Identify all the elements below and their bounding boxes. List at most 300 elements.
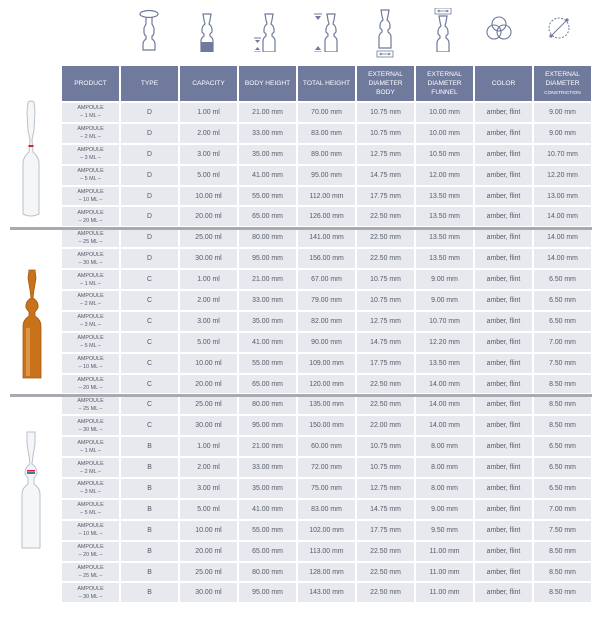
- cell-type: B: [121, 521, 178, 540]
- cell-type: B: [121, 542, 178, 561]
- cell-body-height: 65.00 mm: [239, 375, 296, 394]
- cell-ext-body: 10.75 mm: [357, 124, 414, 143]
- cell-color: amber, flint: [475, 291, 532, 310]
- cell-total-height: 150.00 mm: [298, 416, 355, 435]
- header-external-diameter-funnel: EXTERNAL DIAMETER FUNNEL: [416, 66, 473, 101]
- cell-ext-body: 10.75 mm: [357, 458, 414, 477]
- product-volume: – 10 ML –: [78, 364, 103, 371]
- product-name: AMPOULE: [77, 377, 104, 384]
- cell-ext-constriction: 14.00 mm: [534, 249, 591, 268]
- table-row: [62, 103, 591, 122]
- cell-ext-funnel: 13.50 mm: [416, 207, 473, 226]
- cell-ext-funnel: 8.00 mm: [416, 458, 473, 477]
- cell-product: [62, 416, 119, 435]
- cell-total-height: 109.00 mm: [298, 354, 355, 373]
- color-icon: [482, 8, 516, 52]
- cell-type: C: [121, 354, 178, 373]
- cell-product: [62, 354, 119, 373]
- cell-color: amber, flint: [475, 270, 532, 289]
- cell-capacity: 3.00 ml: [180, 312, 237, 331]
- cell-ext-body: 22.50 mm: [357, 207, 414, 226]
- cell-color: amber, flint: [475, 145, 532, 164]
- cell-ext-constriction: 8.50 mm: [534, 375, 591, 394]
- cell-ext-funnel: 13.50 mm: [416, 228, 473, 247]
- cell-product: [62, 145, 119, 164]
- cell-total-height: 83.00 mm: [298, 500, 355, 519]
- cell-body-height: 80.00 mm: [239, 395, 296, 414]
- cell-capacity: 25.00 ml: [180, 395, 237, 414]
- cell-ext-funnel: 14.00 mm: [416, 416, 473, 435]
- cell-color: amber, flint: [475, 249, 532, 268]
- cell-ext-body: 22.50 mm: [357, 583, 414, 602]
- cell-type: C: [121, 270, 178, 289]
- cell-ext-constriction: 6.50 mm: [534, 312, 591, 331]
- product-volume: – 5 ML –: [80, 510, 101, 517]
- cell-ext-funnel: 12.00 mm: [416, 166, 473, 185]
- cell-type: D: [121, 145, 178, 164]
- header-body-height: BODY HEIGHT: [239, 66, 296, 101]
- cell-body-height: 41.00 mm: [239, 500, 296, 519]
- type-icon: [134, 8, 164, 52]
- product-volume: – 30 ML –: [78, 593, 103, 600]
- cell-ext-body: 22.50 mm: [357, 249, 414, 268]
- cell-capacity: 10.00 ml: [180, 354, 237, 373]
- cell-color: amber, flint: [475, 563, 532, 582]
- cell-ext-body: 10.75 mm: [357, 103, 414, 122]
- cell-ext-body: 12.75 mm: [357, 145, 414, 164]
- cell-ext-body: 22.00 mm: [357, 416, 414, 435]
- cell-capacity: 10.00 ml: [180, 521, 237, 540]
- cell-color: amber, flint: [475, 124, 532, 143]
- cell-ext-funnel: 13.50 mm: [416, 249, 473, 268]
- cell-color: amber, flint: [475, 312, 532, 331]
- cell-capacity: 3.00 ml: [180, 479, 237, 498]
- cell-color: amber, flint: [475, 166, 532, 185]
- cell-ext-constriction: 9.00 mm: [534, 103, 591, 122]
- product-name: AMPOULE: [77, 272, 104, 279]
- cell-total-height: 102.00 mm: [298, 521, 355, 540]
- cell-body-height: 35.00 mm: [239, 145, 296, 164]
- table-row: [62, 249, 591, 268]
- product-name: AMPOULE: [77, 397, 104, 404]
- table-row: [62, 437, 591, 456]
- product-name: AMPOULE: [77, 460, 104, 467]
- cell-ext-constriction: 7.00 mm: [534, 500, 591, 519]
- cell-total-height: 112.00 mm: [298, 187, 355, 206]
- cell-body-height: 21.00 mm: [239, 437, 296, 456]
- table-row: [62, 145, 591, 164]
- cell-ext-funnel: 10.00 mm: [416, 124, 473, 143]
- cell-total-height: 75.00 mm: [298, 479, 355, 498]
- cell-ext-constriction: 14.00 mm: [534, 207, 591, 226]
- cell-ext-funnel: 11.00 mm: [416, 563, 473, 582]
- cell-capacity: 30.00 ml: [180, 249, 237, 268]
- cell-body-height: 41.00 mm: [239, 333, 296, 352]
- cell-capacity: 20.00 ml: [180, 207, 237, 226]
- cell-type: D: [121, 228, 178, 247]
- cell-product: [62, 563, 119, 582]
- cell-total-height: 113.00 mm: [298, 542, 355, 561]
- cell-ext-funnel: 10.00 mm: [416, 103, 473, 122]
- table-row: [62, 207, 591, 226]
- table-row: [62, 228, 591, 247]
- product-name: AMPOULE: [77, 418, 104, 425]
- product-volume: – 3 ML –: [80, 155, 101, 162]
- cell-capacity: 2.00 ml: [180, 124, 237, 143]
- external-diameter-constriction-icon: [542, 8, 576, 52]
- header-external-diameter-constriction: EXTERNAL DIAMETER CONSTRICTION: [534, 66, 591, 101]
- cell-color: amber, flint: [475, 103, 532, 122]
- cell-ext-body: 17.75 mm: [357, 354, 414, 373]
- cell-capacity: 20.00 ml: [180, 375, 237, 394]
- cell-product: [62, 249, 119, 268]
- cell-body-height: 55.00 mm: [239, 354, 296, 373]
- cell-total-height: 95.00 mm: [298, 166, 355, 185]
- product-volume: – 25 ML –: [78, 405, 103, 412]
- cell-total-height: 156.00 mm: [298, 249, 355, 268]
- cell-total-height: 143.00 mm: [298, 583, 355, 602]
- product-name: AMPOULE: [77, 502, 104, 509]
- cell-body-height: 35.00 mm: [239, 479, 296, 498]
- table-row: [62, 395, 591, 414]
- cell-body-height: 21.00 mm: [239, 103, 296, 122]
- product-name: AMPOULE: [77, 209, 104, 216]
- cell-ext-funnel: 8.00 mm: [416, 437, 473, 456]
- table-row: [62, 479, 591, 498]
- cell-color: amber, flint: [475, 187, 532, 206]
- table-row: [62, 416, 591, 435]
- cell-type: C: [121, 375, 178, 394]
- cell-product: [62, 500, 119, 519]
- cell-type: D: [121, 124, 178, 143]
- header-type: TYPE: [121, 66, 178, 101]
- product-volume: – 1 ML –: [80, 113, 101, 120]
- ampoule-spec-table: [60, 64, 593, 604]
- cell-ext-constriction: 14.00 mm: [534, 228, 591, 247]
- product-name: AMPOULE: [77, 585, 104, 592]
- cell-capacity: 3.00 ml: [180, 145, 237, 164]
- cell-capacity: 1.00 ml: [180, 103, 237, 122]
- cell-type: B: [121, 458, 178, 477]
- cell-ext-constriction: 6.50 mm: [534, 437, 591, 456]
- cell-capacity: 30.00 ml: [180, 583, 237, 602]
- product-name: AMPOULE: [77, 439, 104, 446]
- cell-product: [62, 521, 119, 540]
- product-name: AMPOULE: [77, 168, 104, 175]
- cell-ext-body: 10.75 mm: [357, 270, 414, 289]
- cell-capacity: 25.00 ml: [180, 228, 237, 247]
- cell-ext-constriction: 8.50 mm: [534, 583, 591, 602]
- cell-body-height: 65.00 mm: [239, 207, 296, 226]
- cell-color: amber, flint: [475, 207, 532, 226]
- cell-body-height: 55.00 mm: [239, 521, 296, 540]
- table-row: [62, 291, 591, 310]
- cell-ext-body: 17.75 mm: [357, 521, 414, 540]
- cell-ext-funnel: 9.50 mm: [416, 521, 473, 540]
- product-name: AMPOULE: [77, 544, 104, 551]
- cell-ext-funnel: 10.50 mm: [416, 145, 473, 164]
- cell-type: B: [121, 479, 178, 498]
- cell-product: [62, 187, 119, 206]
- cell-ext-constriction: 6.50 mm: [534, 270, 591, 289]
- product-name: AMPOULE: [77, 523, 104, 530]
- cell-ext-body: 17.75 mm: [357, 187, 414, 206]
- header-icons-row: [120, 8, 586, 64]
- cell-ext-constriction: 13.00 mm: [534, 187, 591, 206]
- table-row: [62, 521, 591, 540]
- product-volume: – 2 ML –: [80, 301, 101, 308]
- cell-total-height: 83.00 mm: [298, 124, 355, 143]
- header-external-diameter-body: EXTERNAL DIAMETER BODY: [357, 66, 414, 101]
- header-capacity: CAPACITY: [180, 66, 237, 101]
- table-row: [62, 563, 591, 582]
- section-divider: [10, 227, 592, 230]
- cell-ext-constriction: 6.50 mm: [534, 291, 591, 310]
- cell-ext-constriction: 8.50 mm: [534, 563, 591, 582]
- ampoule-type-d-image: [18, 100, 44, 218]
- cell-type: C: [121, 291, 178, 310]
- product-name: AMPOULE: [77, 147, 104, 154]
- cell-capacity: 25.00 ml: [180, 563, 237, 582]
- product-name: AMPOULE: [77, 189, 104, 195]
- product-volume: – 5 ML –: [80, 176, 101, 183]
- product-name: AMPOULE: [77, 314, 104, 321]
- cell-capacity: 20.00 ml: [180, 542, 237, 561]
- cell-body-height: 41.00 mm: [239, 166, 296, 185]
- cell-body-height: 33.00 mm: [239, 291, 296, 310]
- cell-ext-body: 22.50 mm: [357, 395, 414, 414]
- cell-ext-body: 22.50 mm: [357, 542, 414, 561]
- product-volume: – 3 ML –: [80, 489, 101, 496]
- product-volume: – 30 ML –: [78, 426, 103, 433]
- cell-ext-body: 12.75 mm: [357, 479, 414, 498]
- cell-ext-constriction: 9.00 mm: [534, 124, 591, 143]
- table-row: [62, 542, 591, 561]
- product-volume: – 1 ML –: [80, 447, 101, 454]
- cell-total-height: 128.00 mm: [298, 563, 355, 582]
- product-name: AMPOULE: [77, 230, 104, 237]
- cell-type: C: [121, 395, 178, 414]
- product-volume: – 30 ML –: [78, 259, 103, 266]
- cell-total-height: 141.00 mm: [298, 228, 355, 247]
- table-row: [62, 333, 591, 352]
- cell-color: amber, flint: [475, 354, 532, 373]
- cell-product: [62, 166, 119, 185]
- cell-color: amber, flint: [475, 542, 532, 561]
- product-volume: – 25 ML –: [78, 238, 103, 245]
- cell-color: amber, flint: [475, 228, 532, 247]
- cell-capacity: 5.00 ml: [180, 333, 237, 352]
- cell-color: amber, flint: [475, 521, 532, 540]
- cell-color: amber, flint: [475, 395, 532, 414]
- cell-total-height: 89.00 mm: [298, 145, 355, 164]
- cell-body-height: 21.00 mm: [239, 270, 296, 289]
- cell-ext-funnel: 9.00 mm: [416, 270, 473, 289]
- cell-capacity: 2.00 ml: [180, 291, 237, 310]
- ampoule-type-c-image: [20, 268, 44, 380]
- cell-ext-constriction: 12.20 mm: [534, 166, 591, 185]
- header-color: COLOR: [475, 66, 532, 101]
- cell-product: [62, 207, 119, 226]
- product-volume: – 20 ML –: [78, 217, 103, 224]
- cell-product: [62, 228, 119, 247]
- product-volume: – 5 ML –: [80, 343, 101, 350]
- cell-color: amber, flint: [475, 583, 532, 602]
- cell-type: C: [121, 333, 178, 352]
- table-row: [62, 187, 591, 206]
- cell-ext-body: 22.50 mm: [357, 375, 414, 394]
- external-diameter-body-icon: [368, 8, 402, 58]
- product-volume: – 20 ML –: [78, 552, 103, 559]
- cell-body-height: 35.00 mm: [239, 312, 296, 331]
- cell-ext-constriction: 6.50 mm: [534, 458, 591, 477]
- cell-ext-body: 12.75 mm: [357, 312, 414, 331]
- product-volume: – 1 ML –: [80, 280, 101, 287]
- product-name: AMPOULE: [77, 105, 104, 112]
- cell-ext-constriction: 7.00 mm: [534, 333, 591, 352]
- cell-ext-body: 10.75 mm: [357, 291, 414, 310]
- cell-type: C: [121, 312, 178, 331]
- cell-total-height: 126.00 mm: [298, 207, 355, 226]
- cell-ext-body: 14.75 mm: [357, 500, 414, 519]
- cell-color: amber, flint: [475, 500, 532, 519]
- table-row: [62, 354, 591, 373]
- cell-total-height: 120.00 mm: [298, 375, 355, 394]
- cell-ext-body: 14.75 mm: [357, 166, 414, 185]
- table-row: [62, 312, 591, 331]
- cell-color: amber, flint: [475, 479, 532, 498]
- cell-body-height: 65.00 mm: [239, 542, 296, 561]
- cell-type: B: [121, 583, 178, 602]
- cell-capacity: 5.00 ml: [180, 166, 237, 185]
- cell-type: B: [121, 500, 178, 519]
- cell-ext-constriction: 6.50 mm: [534, 479, 591, 498]
- table-row: [62, 124, 591, 143]
- product-name: AMPOULE: [77, 335, 104, 342]
- cell-total-height: 82.00 mm: [298, 312, 355, 331]
- cell-capacity: 2.00 ml: [180, 458, 237, 477]
- product-name: AMPOULE: [77, 565, 104, 572]
- cell-ext-constriction: 7.50 mm: [534, 354, 591, 373]
- cell-ext-funnel: 13.50 mm: [416, 187, 473, 206]
- cell-ext-funnel: 14.00 mm: [416, 395, 473, 414]
- cell-color: amber, flint: [475, 458, 532, 477]
- cell-product: [62, 103, 119, 122]
- cell-type: B: [121, 437, 178, 456]
- product-volume: – 3 ML –: [80, 322, 101, 329]
- cell-body-height: 33.00 mm: [239, 124, 296, 143]
- cell-product: [62, 437, 119, 456]
- cell-ext-body: 22.50 mm: [357, 563, 414, 582]
- cell-body-height: 80.00 mm: [239, 563, 296, 582]
- cell-total-height: 79.00 mm: [298, 291, 355, 310]
- cell-body-height: 33.00 mm: [239, 458, 296, 477]
- cell-ext-funnel: 12.20 mm: [416, 333, 473, 352]
- cell-ext-funnel: 10.70 mm: [416, 312, 473, 331]
- external-diameter-funnel-icon: [426, 8, 460, 52]
- cell-product: [62, 542, 119, 561]
- cell-type: C: [121, 416, 178, 435]
- product-name: AMPOULE: [77, 481, 104, 488]
- cell-capacity: 1.00 ml: [180, 270, 237, 289]
- cell-product: [62, 395, 119, 414]
- cell-product: [62, 375, 119, 394]
- header-product: PRODUCT: [62, 66, 119, 101]
- cell-body-height: 55.00 mm: [239, 187, 296, 206]
- cell-body-height: 95.00 mm: [239, 249, 296, 268]
- cell-ext-body: 14.75 mm: [357, 333, 414, 352]
- cell-product: [62, 458, 119, 477]
- cell-body-height: 80.00 mm: [239, 228, 296, 247]
- cell-ext-constriction: 10.70 mm: [534, 145, 591, 164]
- cell-type: D: [121, 187, 178, 206]
- product-name: AMPOULE: [77, 356, 104, 363]
- cell-type: D: [121, 166, 178, 185]
- cell-capacity: 30.00 ml: [180, 416, 237, 435]
- cell-ext-funnel: 9.00 mm: [416, 291, 473, 310]
- cell-capacity: 5.00 ml: [180, 500, 237, 519]
- table-row: [62, 375, 591, 394]
- cell-color: amber, flint: [475, 333, 532, 352]
- product-volume: – 2 ML –: [80, 134, 101, 141]
- table-row: [62, 583, 591, 602]
- cell-type: D: [121, 249, 178, 268]
- cell-product: [62, 583, 119, 602]
- cell-type: D: [121, 207, 178, 226]
- cell-ext-constriction: 8.50 mm: [534, 542, 591, 561]
- product-name: AMPOULE: [77, 251, 104, 258]
- table-row: [62, 458, 591, 477]
- ampoule-type-b-image: [18, 430, 44, 552]
- table-row: [62, 270, 591, 289]
- cell-ext-funnel: 13.50 mm: [416, 354, 473, 373]
- cell-total-height: 67.00 mm: [298, 270, 355, 289]
- cell-total-height: 72.00 mm: [298, 458, 355, 477]
- cell-ext-body: 10.75 mm: [357, 437, 414, 456]
- cell-product: [62, 333, 119, 352]
- table-row: [62, 500, 591, 519]
- cell-ext-funnel: 9.00 mm: [416, 500, 473, 519]
- cell-total-height: 60.00 mm: [298, 437, 355, 456]
- cell-body-height: 95.00 mm: [239, 583, 296, 602]
- header-total-height: TOTAL HEIGHT: [298, 66, 355, 101]
- cell-capacity: 10.00 ml: [180, 187, 237, 206]
- cell-ext-body: 22.50 mm: [357, 228, 414, 247]
- cell-total-height: 70.00 mm: [298, 103, 355, 122]
- cell-ext-funnel: 14.00 mm: [416, 375, 473, 394]
- product-name: AMPOULE: [77, 293, 104, 300]
- cell-product: [62, 291, 119, 310]
- body-height-icon: [250, 8, 284, 52]
- cell-type: D: [121, 103, 178, 122]
- cell-capacity: 1.00 ml: [180, 437, 237, 456]
- cell-ext-constriction: 8.50 mm: [534, 395, 591, 414]
- product-volume: – 10 ML –: [78, 197, 103, 203]
- cell-total-height: 135.00 mm: [298, 395, 355, 414]
- product-volume: – 2 ML –: [80, 468, 101, 475]
- cell-body-height: 95.00 mm: [239, 416, 296, 435]
- product-name: AMPOULE: [77, 126, 104, 133]
- cell-ext-constriction: 7.50 mm: [534, 521, 591, 540]
- table-header-row: [62, 66, 591, 101]
- cell-product: [62, 270, 119, 289]
- capacity-icon: [192, 8, 222, 52]
- total-height-icon: [310, 8, 344, 52]
- cell-color: amber, flint: [475, 416, 532, 435]
- product-volume: – 25 ML –: [78, 573, 103, 580]
- product-volume: – 10 ML –: [78, 531, 103, 538]
- cell-ext-funnel: 11.00 mm: [416, 542, 473, 561]
